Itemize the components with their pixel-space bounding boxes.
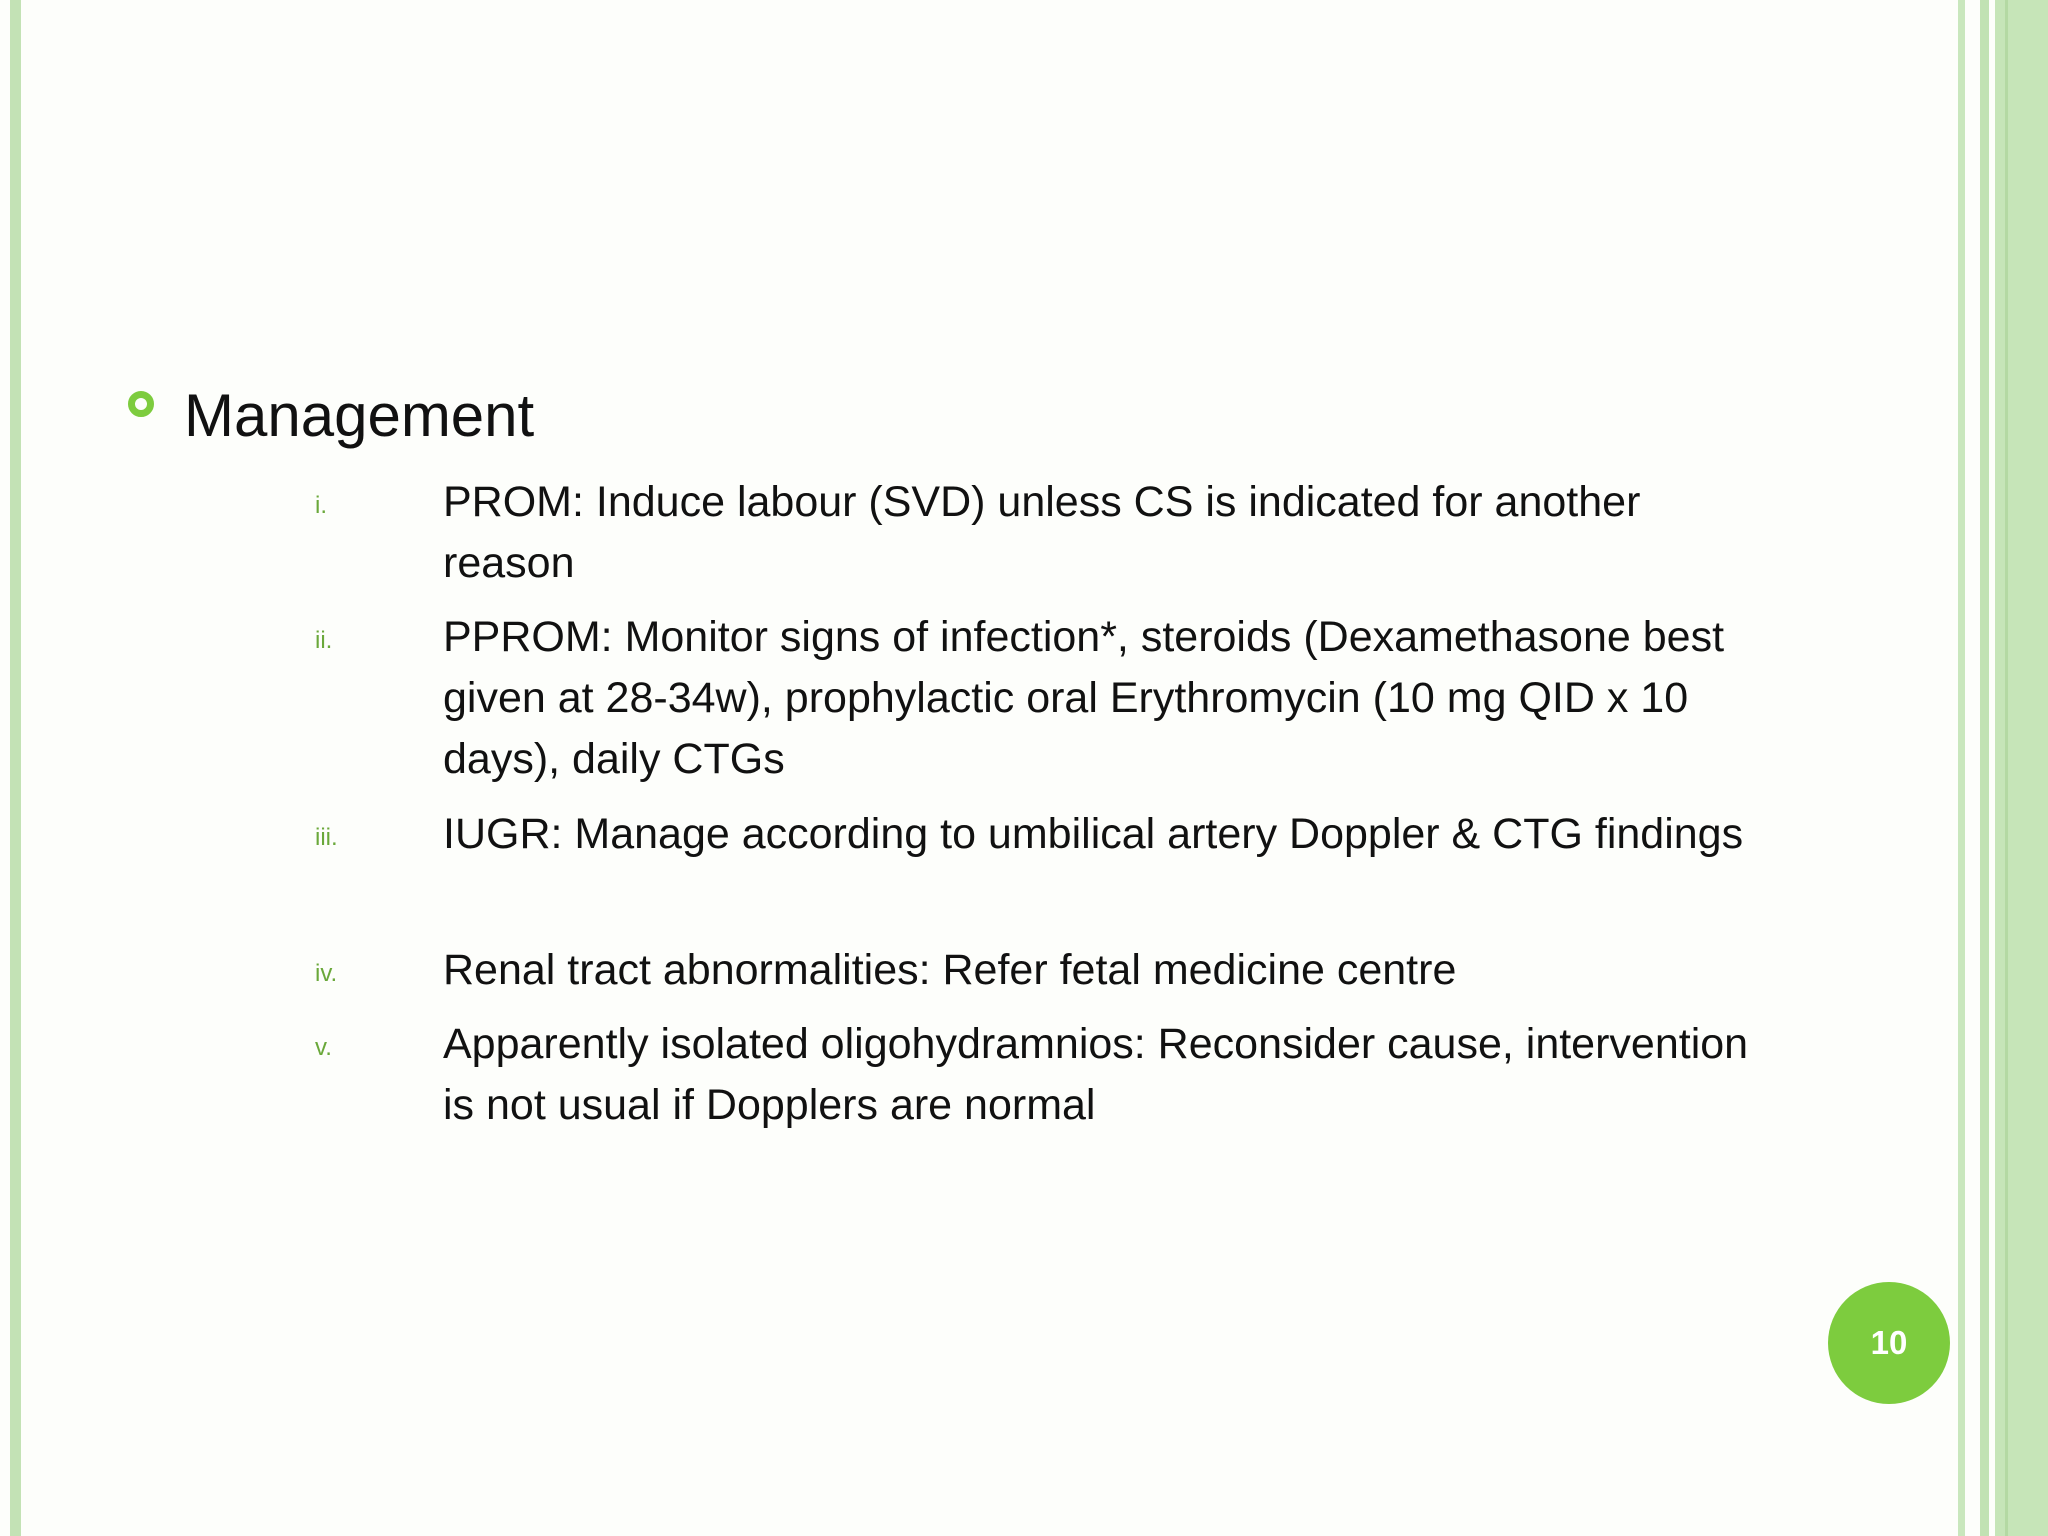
list-marker: iv.: [315, 960, 338, 987]
right-border-stripe-middle: [1980, 0, 1989, 1536]
bullet-circle-icon: [128, 391, 154, 417]
list-marker: i.: [315, 492, 327, 519]
list-item-text: PROM: Induce labour (SVD) unless CS is indicated for another reason: [443, 478, 1641, 587]
list-item-text: PPROM: Monitor signs of infection*, steroids (Dexamethasone best given at 28-34w), prophylactic oral Erythromycin (10 mg QID x 10 days), daily CTGs: [443, 613, 1725, 783]
slide-heading: Management: [184, 382, 535, 449]
list-marker: iii.: [315, 824, 338, 851]
page-number-badge: 10: [1828, 1282, 1950, 1404]
list-item-text: Renal tract abnormalities: Refer fetal medicine centre: [443, 946, 1457, 994]
right-border-stripe-inner: [1958, 0, 1965, 1536]
right-border-stripe-line: [2005, 0, 2008, 1536]
list-item-text: IUGR: Manage according to umbilical artery Doppler & CTG findings: [443, 810, 1744, 858]
right-border-stripe-outer: [1995, 0, 2048, 1536]
list-marker: ii.: [315, 627, 333, 654]
list-item-text: Apparently isolated oligohydramnios: Reconsider cause, intervention is not usual if Dopplers are normal: [443, 1020, 1749, 1129]
left-border-stripe: [10, 0, 21, 1536]
list-marker: v.: [315, 1034, 332, 1061]
